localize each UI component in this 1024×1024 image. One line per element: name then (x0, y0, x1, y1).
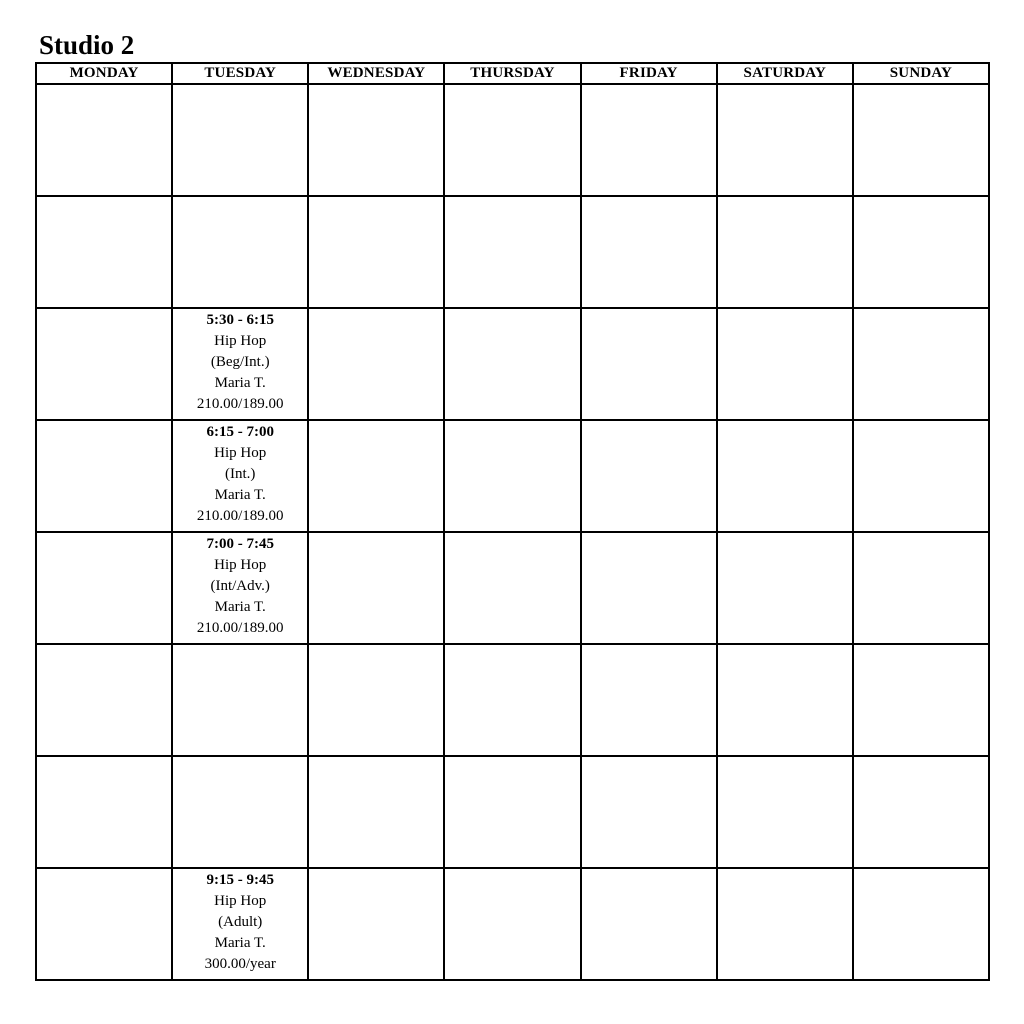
schedule-cell (308, 868, 444, 980)
schedule-cell (36, 756, 172, 868)
class-price: 210.00/189.00 (196, 508, 284, 524)
class-level: (Beg/Int.) (210, 354, 270, 370)
schedule-cell (581, 756, 717, 868)
class-time: 6:15 - 7:00 (206, 424, 274, 440)
class-style: Hip Hop (214, 333, 267, 349)
schedule-cell (853, 420, 989, 532)
class-level: (Int.) (225, 466, 256, 482)
schedule-cell (853, 308, 989, 420)
schedule-cell (717, 308, 853, 420)
schedule-cell (444, 308, 580, 420)
schedule-cell (36, 644, 172, 756)
class-instructor: Maria T. (214, 935, 266, 951)
schedule-cell (853, 84, 989, 196)
schedule-cell (581, 644, 717, 756)
class-style: Hip Hop (214, 893, 267, 909)
schedule-cell (444, 756, 580, 868)
schedule-cell (308, 756, 444, 868)
page-title: Studio 2 (39, 30, 135, 60)
schedule-cell (581, 868, 717, 980)
schedule-cell (36, 420, 172, 532)
schedule-cell (853, 756, 989, 868)
schedule-cell (308, 308, 444, 420)
schedule-cell (717, 756, 853, 868)
schedule-cell (172, 196, 308, 308)
schedule-cell (308, 420, 444, 532)
schedule-cell (444, 532, 580, 644)
table-row (36, 84, 989, 196)
schedule-cell (308, 84, 444, 196)
class-cell (172, 868, 308, 980)
table-row (36, 196, 989, 308)
table-row (36, 420, 989, 532)
class-cell (172, 532, 308, 644)
schedule-table (35, 62, 990, 981)
schedule-cell (717, 868, 853, 980)
schedule-cell (581, 84, 717, 196)
table-row (36, 644, 989, 756)
class-style: Hip Hop (214, 445, 267, 461)
class-entry (173, 309, 307, 415)
day-header-monday: MONDAY (36, 63, 172, 84)
schedule-cell (444, 644, 580, 756)
table-row (36, 868, 989, 980)
class-entry (173, 869, 307, 975)
class-cell (172, 420, 308, 532)
schedule-cell (444, 420, 580, 532)
schedule-cell (172, 644, 308, 756)
schedule-cell (308, 532, 444, 644)
schedule-cell (717, 196, 853, 308)
class-time: 5:30 - 6:15 (206, 312, 274, 328)
schedule-cell (581, 420, 717, 532)
schedule-cell (36, 532, 172, 644)
schedule-cell (853, 532, 989, 644)
schedule-cell (717, 532, 853, 644)
day-header-sunday: SUNDAY (853, 63, 989, 84)
schedule-cell (444, 868, 580, 980)
class-price: 210.00/189.00 (196, 396, 284, 412)
day-header-saturday: SATURDAY (717, 63, 853, 84)
class-level: (Int/Adv.) (210, 578, 270, 594)
schedule-cell (172, 84, 308, 196)
day-header-thursday: THURSDAY (444, 63, 580, 84)
table-row (36, 756, 989, 868)
class-instructor: Maria T. (214, 375, 266, 391)
class-style: Hip Hop (214, 557, 267, 573)
schedule-cell (717, 420, 853, 532)
class-price: 210.00/189.00 (196, 620, 284, 636)
class-price: 300.00/year (204, 956, 276, 972)
schedule-cell (717, 84, 853, 196)
schedule-cell (308, 644, 444, 756)
schedule-cell (853, 868, 989, 980)
schedule-cell (853, 196, 989, 308)
class-time: 7:00 - 7:45 (206, 536, 274, 552)
class-instructor: Maria T. (214, 487, 266, 503)
class-level: (Adult) (218, 914, 263, 930)
schedule-cell (581, 308, 717, 420)
schedule-cell (853, 644, 989, 756)
header-row (36, 63, 989, 84)
schedule-cell (36, 84, 172, 196)
schedule-cell (444, 84, 580, 196)
class-cell (172, 308, 308, 420)
class-instructor: Maria T. (214, 599, 266, 615)
day-header-friday: FRIDAY (581, 63, 717, 84)
schedule-cell (581, 196, 717, 308)
schedule-cell (444, 196, 580, 308)
table-row (36, 308, 989, 420)
day-header-wednesday: WEDNESDAY (308, 63, 444, 84)
schedule-cell (172, 756, 308, 868)
schedule-cell (581, 532, 717, 644)
class-entry (173, 533, 307, 639)
schedule-cell (717, 644, 853, 756)
schedule-cell (36, 196, 172, 308)
day-header-tuesday: TUESDAY (172, 63, 308, 84)
schedule-cell (36, 868, 172, 980)
class-entry (173, 421, 307, 527)
class-time: 9:15 - 9:45 (206, 872, 274, 888)
schedule-cell (308, 196, 444, 308)
schedule-cell (36, 308, 172, 420)
table-row (36, 532, 989, 644)
